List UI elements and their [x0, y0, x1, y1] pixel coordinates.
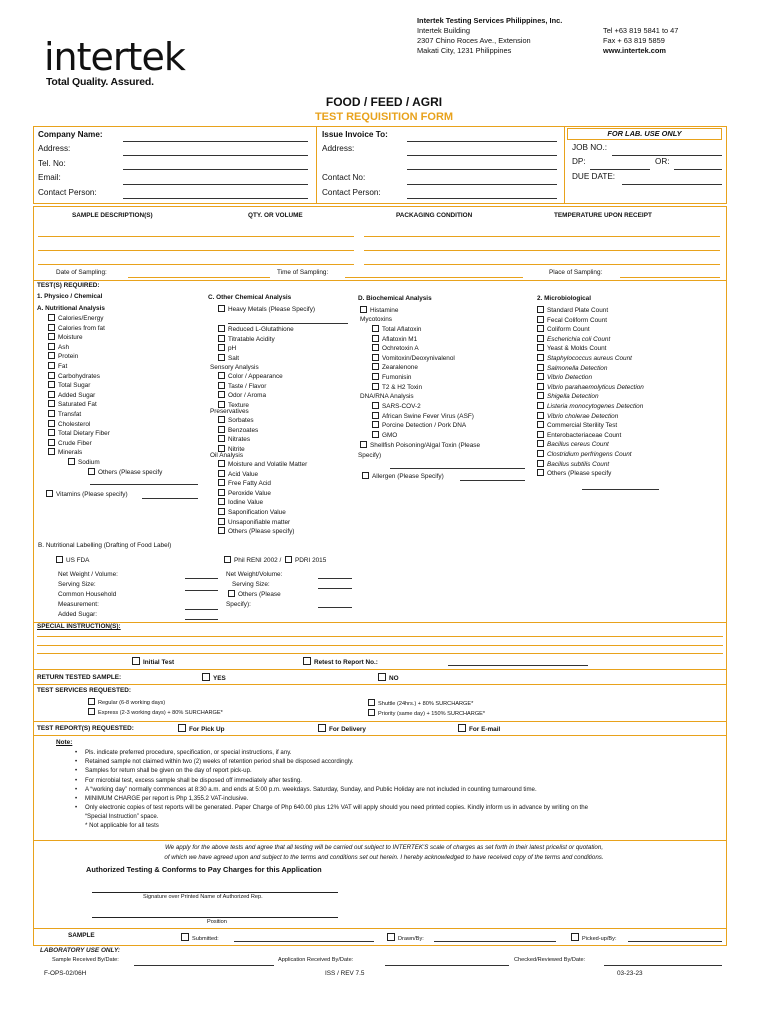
list-item[interactable]: Acid Value — [218, 470, 307, 480]
form-code: F-OPS-02/06H — [44, 970, 87, 977]
checkbox[interactable] — [218, 435, 225, 442]
list-item[interactable]: Saponification Value — [218, 508, 307, 518]
checkbox[interactable] — [372, 344, 379, 351]
list-item[interactable]: T2 & H2 Toxin — [372, 383, 455, 393]
checked-label: Checked/Reviewed By/Date: — [514, 957, 586, 963]
app-received-label: Application Received By/Date: — [278, 957, 354, 963]
address-input[interactable] — [123, 155, 308, 156]
list-item[interactable]: Fecal Coliform Count — [537, 316, 644, 326]
initial-test-item[interactable]: Initial Test — [132, 657, 174, 668]
note-item: • Only electronic copies of test reports will be generated. Paper Charge of Php 640.00 plus 12% VAT will apply should you need printed copies. Kindly inform us in advance by writing on the — [75, 803, 588, 812]
email-item[interactable]: For E-mail — [458, 724, 500, 735]
list-item[interactable]: Others (Please specify — [537, 469, 644, 479]
form-revision: ISS / REV 7.5 — [325, 970, 365, 977]
checkbox[interactable] — [56, 556, 63, 563]
shuttle-item[interactable]: Shuttle (24hrs.) + 80% SURCHARGE* — [368, 699, 473, 710]
list-item[interactable]: Minerals — [48, 448, 162, 458]
list-item[interactable]: SARS-COV-2 — [372, 402, 474, 412]
other-chem-title: C. Other Chemical Analysis — [208, 294, 292, 301]
checkbox[interactable] — [372, 412, 379, 419]
company-name: Intertek Testing Services Philippines, Inc. — [417, 16, 563, 25]
added-sugar-label: Added Sugar: — [58, 611, 98, 618]
pickup-item[interactable]: For Pick Up — [178, 724, 225, 735]
measurement-label: Measurement: — [58, 601, 99, 608]
list-item[interactable]: Others (Please specify) — [218, 527, 307, 537]
list-item[interactable]: Total Aflatoxin — [372, 325, 455, 335]
checkbox[interactable] — [360, 441, 367, 448]
list-item[interactable]: Yeast & Molds Count — [537, 344, 644, 354]
checkbox[interactable] — [88, 698, 95, 705]
company-name-label: Company Name: — [38, 130, 103, 139]
checkbox[interactable] — [537, 431, 544, 438]
checkbox[interactable] — [387, 933, 395, 941]
list-item[interactable]: Listeria monocytogenes Detection — [537, 402, 644, 412]
list-item[interactable]: Staphylococcus aureus Count — [537, 354, 644, 364]
checkbox[interactable] — [88, 468, 95, 475]
vitamins-item[interactable]: Vitamins (Please specify) — [46, 490, 128, 500]
list-item[interactable]: Shigella Detection — [537, 392, 644, 402]
checkbox[interactable] — [537, 325, 544, 332]
checkbox[interactable] — [218, 416, 225, 423]
checkbox[interactable] — [318, 724, 326, 732]
checkbox[interactable] — [537, 392, 544, 399]
specify-r-label: Specify): — [226, 601, 251, 608]
shellfish-item[interactable]: Shellfish Poisoning/Algal Toxin (Please — [360, 441, 480, 451]
checkbox[interactable] — [372, 354, 379, 361]
express-item[interactable]: Express (2-3 working days) + 80% SURCHARGE* — [88, 708, 223, 719]
services-title: TEST SERVICES REQUESTED: — [37, 687, 131, 694]
return-no-item[interactable]: NO — [378, 673, 399, 684]
checkbox[interactable] — [218, 518, 225, 525]
dp-label: DP: — [572, 157, 586, 166]
date-sampling-label: Date of Sampling: — [56, 269, 107, 276]
micro-list — [537, 306, 644, 479]
list-item[interactable]: Total Sugar — [48, 381, 162, 391]
checkbox[interactable] — [178, 724, 186, 732]
list-item[interactable]: Cholesterol — [48, 420, 162, 430]
checkbox[interactable] — [48, 429, 55, 436]
checkbox[interactable] — [537, 440, 544, 447]
col-sample-description: SAMPLE DESCRIPTION(S) — [72, 212, 153, 219]
checkbox[interactable] — [218, 426, 225, 433]
date-sampling-input[interactable] — [128, 277, 270, 278]
checkbox[interactable] — [372, 383, 379, 390]
checkbox[interactable] — [537, 344, 544, 351]
list-item[interactable]: Ash — [48, 343, 162, 353]
list-item[interactable]: Fumonisin — [372, 373, 455, 383]
special-instruction-note: “Special Instruction” space. — [85, 813, 159, 820]
checkbox[interactable] — [537, 469, 544, 476]
list-item[interactable]: Vibrio parahaemolyticus Detection — [537, 383, 644, 393]
retest-item[interactable]: Retest to Report No.: — [303, 657, 378, 668]
preserv-list — [218, 416, 258, 454]
delivery-item[interactable]: For Delivery — [318, 724, 366, 735]
invoice-address-input[interactable] — [407, 155, 557, 156]
checkbox[interactable] — [224, 556, 231, 563]
serving-size-label: Serving Size: — [58, 581, 96, 588]
note-item: • A “working day” normally commences at 8:30 a.m. and ends at 5:00 p.m. weekdays. Saturday, Sunday, and Public Holiday are not included in counting turnaround time. — [75, 785, 588, 794]
checkbox[interactable] — [537, 316, 544, 323]
place-sampling-label: Place of Sampling: — [549, 269, 603, 276]
checkbox[interactable] — [218, 508, 225, 515]
net-weight-label: Net Weight / Volume: — [58, 571, 118, 578]
return-sample-label: RETURN TESTED SAMPLE: — [37, 674, 122, 681]
checkbox[interactable] — [218, 391, 225, 398]
special-instruction-line[interactable] — [37, 645, 723, 646]
checkbox[interactable] — [372, 421, 379, 428]
checkbox[interactable] — [360, 306, 367, 313]
checkbox[interactable] — [372, 363, 379, 370]
issue-invoice-label: Issue Invoice To: — [322, 130, 388, 139]
special-instruction-title: SPECIAL INSTRUCTION(S): — [37, 623, 121, 630]
list-item[interactable]: Coliform Count — [537, 325, 644, 335]
phil-reni-item[interactable]: Phil RENI 2002 / PDRI 2015 — [224, 556, 326, 566]
invoice-contact-person-label: Contact Person: — [322, 187, 381, 197]
list-item[interactable]: Nitrite — [218, 445, 258, 455]
list-item[interactable]: Calories from fat — [48, 324, 162, 334]
checkbox[interactable] — [537, 306, 544, 313]
checkbox[interactable] — [372, 402, 379, 409]
address-line: Makati City, 1231 Philippines — [417, 46, 512, 55]
list-item[interactable]: Bacillus cereus Count — [537, 440, 644, 450]
list-item[interactable]: Peroxide Value — [218, 489, 307, 499]
heavy-metals-item[interactable]: Heavy Metals (Please Specify) — [218, 305, 315, 315]
checkbox[interactable] — [48, 372, 55, 379]
checkbox[interactable] — [48, 343, 55, 350]
agreement-line-2: of which we have agreed upon and subject to the terms and conditions set out herein. I hereby acknowledged to have received copy of the terms and conditions. — [164, 854, 604, 861]
checkbox[interactable] — [218, 498, 225, 505]
tel: Tel +63 819 5841 to 47 — [603, 26, 679, 35]
list-item[interactable]: Total Dietary Fiber — [48, 429, 162, 439]
list-item[interactable]: Odor / Aroma — [218, 391, 283, 401]
list-item[interactable]: African Swine Fever Virus (ASF) — [372, 412, 474, 422]
list-item[interactable]: Commercial Sterility Test — [537, 421, 644, 431]
retest-report-input[interactable] — [448, 665, 588, 666]
checkbox[interactable] — [218, 325, 225, 332]
checkbox[interactable] — [372, 373, 379, 380]
address-label: Address: — [38, 144, 71, 154]
signature-label: Signature over Printed Name of Authorized Rep. — [143, 894, 263, 900]
other-chem-list — [218, 325, 294, 363]
list-item[interactable]: Salmonella Detection — [537, 364, 644, 374]
checkbox[interactable] — [537, 450, 544, 457]
checkbox[interactable] — [372, 335, 379, 342]
time-sampling-input[interactable] — [345, 277, 523, 278]
list-item[interactable]: Aflatoxin M1 — [372, 335, 455, 345]
sample-label: SAMPLE — [68, 932, 95, 939]
received-label: Sample Received By/Date: — [52, 957, 119, 963]
myco-list — [372, 325, 455, 392]
checkbox[interactable] — [48, 391, 55, 398]
common-household-label: Common Household — [58, 591, 117, 598]
note-item: • Samples for return shall be given on the day of report pick-up. — [75, 766, 588, 775]
labeling-title: B. Nutritional Labelling (Drafting of Food Label) — [38, 542, 172, 549]
time-sampling-label: Time of Sampling: — [277, 269, 329, 276]
list-item[interactable]: Unsaponifiable matter — [218, 518, 307, 528]
list-item[interactable]: Moisture and Volatile Matter — [218, 460, 307, 470]
special-instruction-line[interactable] — [37, 653, 723, 654]
contact-no-label: Contact No: — [322, 173, 366, 183]
dna-title: DNA/RNA Analysis — [360, 393, 414, 400]
note-item: • MINIMUM CHARGE per report is Php 1,355.2 VAT-inclusive. — [75, 794, 588, 803]
list-item[interactable]: Moisture — [48, 333, 162, 343]
not-applicable-note: * Not applicable for all tests — [85, 822, 159, 829]
list-item[interactable]: Vibrio Detection — [537, 373, 644, 383]
col-temperature: TEMPERATURE UPON RECEIPT — [554, 212, 652, 219]
tel-label: Tel. No: — [38, 158, 66, 168]
or-label: OR: — [655, 157, 670, 166]
histamine-item[interactable]: Histamine — [360, 306, 398, 316]
sensory-title: Sensory Analysis — [210, 364, 259, 371]
checkbox[interactable] — [48, 324, 55, 331]
checkbox[interactable] — [202, 673, 210, 681]
checkbox[interactable] — [372, 431, 379, 438]
checkbox[interactable] — [218, 527, 225, 534]
list-item[interactable]: Reduced L-Glutathione — [218, 325, 294, 335]
list-item[interactable]: Vibrio cholerae Detection — [537, 412, 644, 422]
checkbox[interactable] — [48, 352, 55, 359]
checkbox[interactable] — [537, 460, 544, 467]
checkbox[interactable] — [537, 335, 544, 342]
list-item[interactable]: Free Fatty Acid — [218, 479, 307, 489]
list-item[interactable]: Calories/Energy — [48, 314, 162, 324]
notes-title: Note: — [56, 739, 73, 746]
checkbox[interactable] — [48, 420, 55, 427]
invoice-address-label: Address: — [322, 144, 355, 154]
list-item[interactable]: Zearalenone — [372, 363, 455, 373]
checkbox[interactable] — [537, 412, 544, 419]
micro-title: 2. Microbiological — [537, 295, 591, 302]
website: www.intertek.com — [603, 46, 666, 55]
checkbox[interactable] — [571, 933, 579, 941]
checkbox[interactable] — [218, 354, 225, 361]
header-address-block — [417, 16, 562, 56]
address-line: Intertek Building — [417, 26, 470, 35]
checkbox[interactable] — [218, 335, 225, 342]
serving-size-r-label: Serving Size: — [232, 581, 270, 588]
nutri-title: A. Nutritional Analysis — [37, 305, 105, 312]
note-item: • Pls. indicate preferred procedure, specification, or special instructions, if any. — [75, 748, 588, 757]
net-weight-r-label: Net Weight/Volume: — [226, 571, 283, 578]
tests-required-title: TEST(S) REQUIRED: — [37, 282, 100, 289]
list-item[interactable]: Standard Plate Count — [537, 306, 644, 316]
list-item[interactable]: Clostridium perfringens Count — [537, 450, 644, 460]
checkbox[interactable] — [218, 460, 225, 467]
oil-title: Oil Analysis — [210, 452, 244, 459]
issue-invoice-input[interactable] — [407, 141, 557, 142]
list-item[interactable]: Titratable Acidity — [218, 335, 294, 345]
lab-use-title: FOR LAB. USE ONLY — [607, 129, 682, 138]
form-subtitle: TEST REQUISITION FORM — [314, 111, 454, 123]
list-item[interactable]: Carbohydrates — [48, 372, 162, 382]
company-name-input[interactable] — [123, 141, 308, 142]
checkbox[interactable] — [537, 383, 544, 390]
checkbox[interactable] — [537, 364, 544, 371]
sensory-list — [218, 372, 283, 410]
drawn-item[interactable]: Drawn/By: — [387, 933, 424, 945]
email-label: Email: — [38, 173, 61, 183]
others-r-item[interactable]: Others (Please — [228, 590, 281, 600]
checkbox[interactable] — [537, 402, 544, 409]
checkbox[interactable] — [48, 381, 55, 388]
physico-title: 1. Physico / Chemical — [37, 293, 103, 300]
report-label: TEST REPORT(S) REQUESTED: — [37, 725, 134, 732]
submitted-item[interactable]: Submitted: — [181, 933, 219, 945]
picked-item[interactable]: Picked-up/By: — [571, 933, 617, 945]
return-yes-item[interactable]: YES — [202, 673, 226, 684]
checkbox[interactable] — [218, 344, 225, 351]
list-item[interactable]: Escherichia coli Count — [537, 335, 644, 345]
checkbox[interactable] — [537, 421, 544, 428]
agreement-line-1: We apply for the above tests and agree that all testing will be carried out subject to INTERTEK'S scale of charges as set forth in their latest pricelist or quotation, — [164, 844, 604, 851]
list-item[interactable]: Sorbates — [218, 416, 258, 426]
checkbox[interactable] — [228, 590, 235, 597]
address-line: 2307 Chino Roces Ave., Extension — [417, 36, 531, 45]
checkbox[interactable] — [48, 448, 55, 455]
due-date-label: DUE DATE: — [572, 172, 616, 181]
lab-only-label: LABORATORY USE ONLY: — [40, 947, 121, 954]
contact-no-input[interactable] — [407, 184, 557, 185]
list-item[interactable]: Others (Please specify — [48, 468, 162, 478]
priority-item[interactable]: Priority (same day) + 150% SURCHARGE* — [368, 709, 485, 720]
list-item[interactable]: GMO — [372, 431, 474, 441]
notes-list — [75, 748, 588, 812]
note-item: • For microbial test, excess sample shall be disposed off immediately after testing. — [75, 776, 588, 785]
list-item[interactable]: Benzoates — [218, 426, 258, 436]
intertek-logo — [44, 35, 185, 88]
list-item[interactable]: Saturated Fat — [48, 400, 162, 410]
contact-person-input[interactable] — [123, 198, 308, 199]
nutri-list — [48, 314, 162, 477]
myco-title: Mycotoxins — [360, 316, 392, 323]
logo-text: intertek — [44, 35, 185, 79]
checkbox[interactable] — [48, 410, 55, 417]
checkbox[interactable] — [218, 372, 225, 379]
checkbox[interactable] — [537, 373, 544, 380]
list-item[interactable]: Iodine Value — [218, 498, 307, 508]
us-fda-item[interactable]: US FDA — [56, 556, 89, 566]
list-item[interactable]: Vomitoxin/Deoxynivalenol — [372, 354, 455, 364]
list-item[interactable]: Texture — [218, 401, 283, 411]
checkbox[interactable] — [132, 657, 140, 665]
contact-person-label: Contact Person: — [38, 187, 97, 197]
list-item[interactable]: Nitrates — [218, 435, 258, 445]
job-no-label: JOB NO.: — [572, 143, 608, 152]
checkbox[interactable] — [218, 489, 225, 496]
email-input[interactable] — [123, 184, 308, 185]
checkbox[interactable] — [181, 933, 189, 941]
preserv-title: Preservatives — [210, 408, 249, 415]
tel-input[interactable] — [123, 169, 308, 170]
list-item[interactable]: Crude Fiber — [48, 439, 162, 449]
list-item[interactable]: pH — [218, 344, 294, 354]
logo-tagline: Total Quality. Assured. — [46, 76, 154, 88]
regular-item[interactable]: Regular (6-8 working days) — [88, 698, 165, 709]
list-item[interactable]: Transfat — [48, 410, 162, 420]
checkbox[interactable] — [48, 362, 55, 369]
checkbox[interactable] — [88, 708, 95, 715]
form-date: 03-23-23 — [617, 970, 643, 977]
checkbox[interactable] — [303, 657, 311, 665]
checkbox[interactable] — [218, 470, 225, 477]
or-input[interactable] — [674, 169, 722, 170]
dna-list — [372, 402, 474, 440]
customer-fields-left — [38, 128, 103, 200]
checkbox[interactable] — [48, 333, 55, 340]
list-item[interactable]: Ochretoxin A — [372, 344, 455, 354]
checkbox[interactable] — [458, 724, 466, 732]
list-item[interactable]: Enterobacteriaceae Count — [537, 431, 644, 441]
col-qty: QTY. OR VOLUME — [248, 212, 303, 219]
checkbox[interactable] — [378, 673, 386, 681]
col-packaging: PACKAGING CONDITION — [396, 212, 473, 219]
list-item[interactable]: Added Sugar — [48, 391, 162, 401]
checkbox[interactable] — [218, 382, 225, 389]
checkbox[interactable] — [48, 439, 55, 446]
invoice-contact-person-input[interactable] — [407, 198, 557, 199]
checkbox[interactable] — [48, 314, 55, 321]
list-item[interactable]: Color / Appearance — [218, 372, 283, 382]
invoice-fields — [322, 128, 388, 200]
checkbox[interactable] — [68, 458, 75, 465]
checkbox[interactable] — [537, 354, 544, 361]
checkbox[interactable] — [372, 325, 379, 332]
authorized-title: Authorized Testing & Conforms to Pay Charges for this Application — [86, 865, 322, 874]
list-item[interactable]: Sodium — [48, 458, 162, 468]
place-sampling-input[interactable] — [620, 277, 720, 278]
special-instruction-line[interactable] — [37, 636, 723, 637]
note-item: • Retained sample not claimed within two (2) weeks of retention period shall be disposed accordingly. — [75, 757, 588, 766]
checkbox[interactable] — [218, 479, 225, 486]
position-label: Position — [207, 919, 227, 925]
checkbox[interactable] — [48, 400, 55, 407]
checkbox[interactable] — [218, 305, 225, 312]
invoice-address-input-2[interactable] — [407, 169, 557, 170]
checkbox[interactable] — [368, 709, 375, 716]
oil-list — [218, 460, 307, 537]
allergen-item[interactable]: Allergen (Please Specify) — [362, 472, 444, 482]
checkbox[interactable] — [285, 556, 292, 563]
list-item[interactable]: Porcine Detection / Pork DNA — [372, 421, 474, 431]
list-item[interactable]: Bacillus subtilis Count — [537, 460, 644, 470]
header-contact-block — [603, 26, 678, 56]
checkbox[interactable] — [46, 490, 53, 497]
checkbox[interactable] — [362, 472, 369, 479]
shellfish-item-2: Specify) — [358, 452, 382, 459]
due-date-input[interactable] — [622, 184, 722, 185]
fax: Fax + 63 819 5859 — [603, 36, 665, 45]
list-item[interactable]: Protein — [48, 352, 162, 362]
list-item[interactable]: Taste / Flavor — [218, 382, 283, 392]
checkbox[interactable] — [368, 699, 375, 706]
form-title: FOOD / FEED / AGRI — [325, 95, 443, 109]
bio-title: D. Biochemical Analysis — [358, 295, 432, 302]
list-item[interactable]: Fat — [48, 362, 162, 372]
list-item[interactable]: Salt — [218, 354, 294, 364]
